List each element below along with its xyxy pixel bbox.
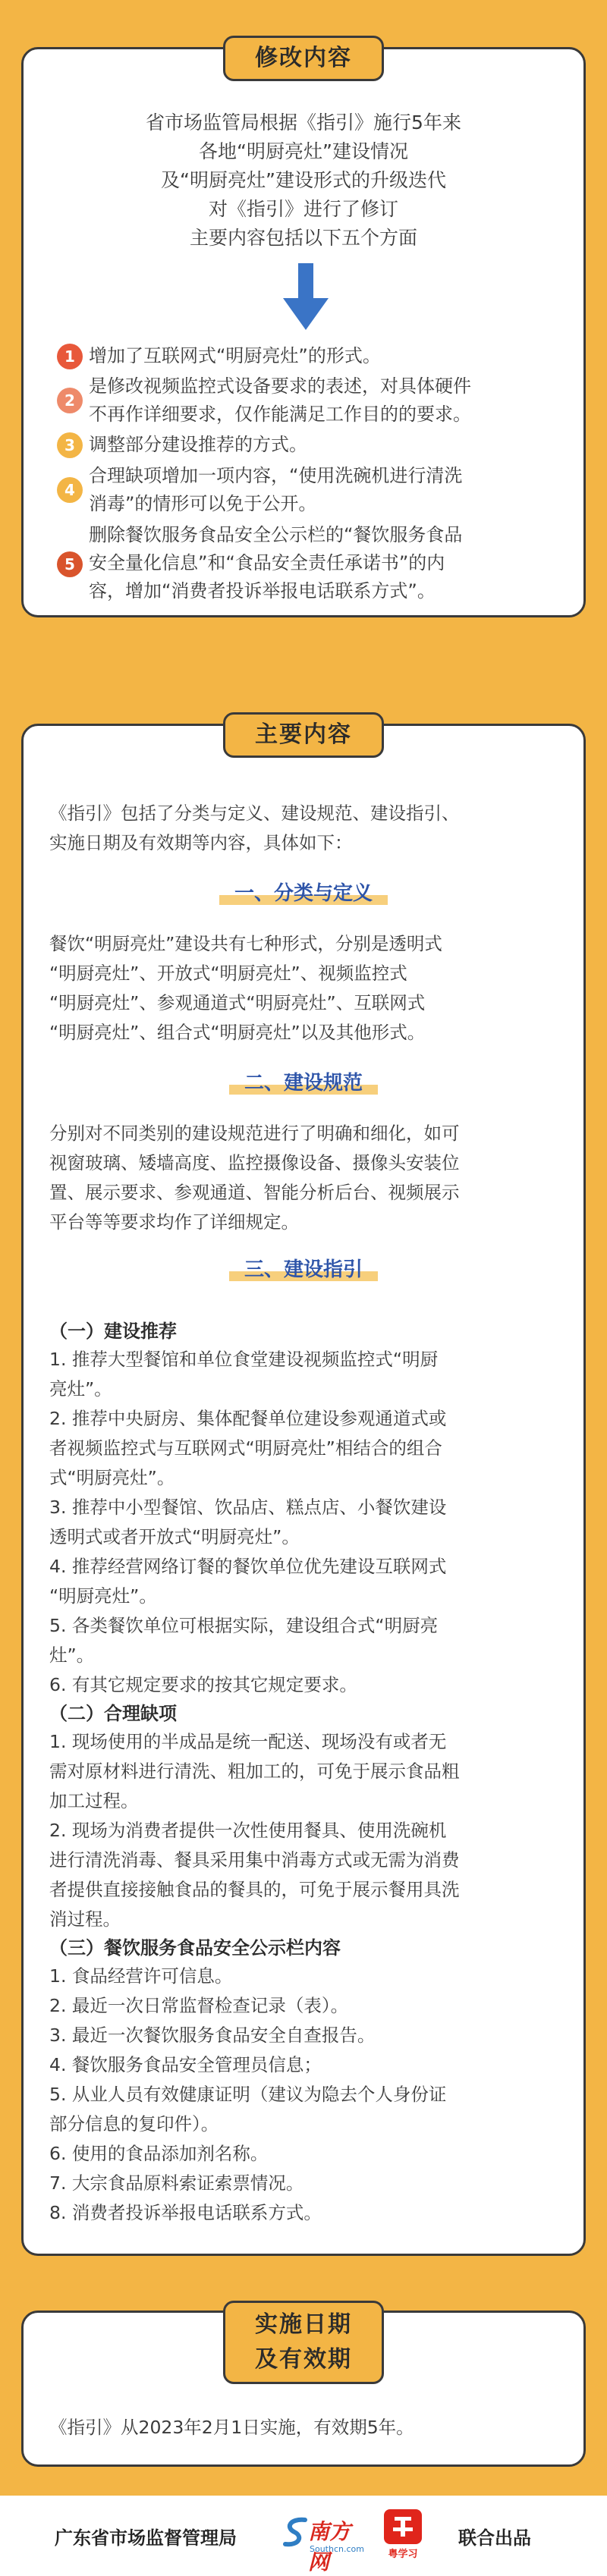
section-tab-effective-date: 实施日期 及有效期 [223,2301,384,2384]
number-badge: 3 [57,432,83,458]
footer-joint-production: 联合出品 [458,2527,531,2549]
wave-icon [282,2517,310,2547]
specification-paragraph: 分别对不同类别的建设规范进行了明确和细化，如可 视窗玻璃、矮墙高度、监控摄像设备、摄像头安装位 置、展示要求、参观通道、智能分析后台、视频展示 平台等等要求均作了详细规定。 [49,1123,460,1233]
footer-org: 广东省市场监督管理局 [55,2527,237,2549]
yuexuexi-badge-icon [384,2509,422,2544]
effective-date-text: 《指引》从2023年2月1日实施，有效期5年。 [49,2417,414,2438]
number-badge: 5 [57,551,83,577]
nanfang-logo: 南方网 Southcn.com [282,2512,370,2559]
section-tab-main-content: 主要内容 [223,712,384,758]
section-modifications: 修改内容 省市场监管局根据《指引》施行5年来 各地“明厨亮灶”建设情况 及“明厨亮灶”建设形式的升级迭代 对《指引》进行了修订 主要内容包括以下五个方面 1 增加了互联网式“明厨亮灶”的形式。 2 是修改视频监控式设备要求的表述，对具体硬件 不再作详细要求，仅作能满足工作目的的要求。 3 调整部分建设推荐的方式。 4 合理缺项增加一项内容，“使用洗碗机进行清洗 消毒”的情形可以免于公开。 5 删除餐饮服务食品安全公示栏的“餐饮服务食品 安全量化信息”和“食品安全责任承诺书”的内 容，增加“消费者投诉举报电话联系方式”。 [21,47,586,617]
intro-paragraph: 《指引》包括了分类与定义、建设规范、建设指引、 实施日期及有效期等内容，具体如下： [49,803,460,853]
yuexuexi-logo: 粤学习 [379,2509,426,2562]
guidance-content: （一）建设推荐 1. 推荐大型餐馆和单位食堂建设视频监控式“明厨 亮灶”。 2. 推荐中央厨房、集体配餐单位建设参观通道式或 者视频监控式与互联网式“明厨亮灶”相结合的组合 式“明厨亮灶”。 3. 推荐中小型餐馆、饮品店、糕点店、小餐饮建设 透明式或者开放式“明厨亮灶”。 4. 推荐经营网络订餐的餐饮单位优先建设互联网式 “明厨亮灶”。 5. 各类餐饮单位可根据实际，建设组合式“明厨亮 灶”。 6. 有其它规定要求的按其它规定要求。 （二）合理缺项 1. 现场使用的半成品是统一配送、现场没有或者无 需对原材料进行清洗、粗加工的，可免于展示食品粗 加工过程。 2. 现场为消费者提供一次性使用餐具、使用洗碗机 进行清洗消毒、餐具采用集中消毒方式或无需为消费 者提供直接接触食品的餐具的，可免于展示餐用具洗 消过程。 （三）餐饮服务食品安全公示栏内容 1. 食品经营许可信息。 2. 最近一次日常监督检查记录（表）。 3. 最近一次餐饮服务食品安全自查报告。 4. 餐饮服务食品安全管理员信息； 5. 从业人员有效健康证明（建议为隐去个人身份证 部分信息的复印件）。 6. 使用的食品添加剂名称。 7. 大宗食品原料索证索票情况。 8. 消费者投诉举报电话联系方式。 [49,1318,568,2228]
number-badge: 1 [57,344,83,369]
down-arrow-icon [283,263,329,330]
section-main-content [21,721,586,2256]
heading-classification: 一、分类与定义 [219,882,388,905]
classification-paragraph: 餐饮“明厨亮灶”建设共有七种形式，分别是透明式 “明厨亮灶”、开放式“明厨亮灶”、视频监控式 “明厨亮灶”、参观通道式“明厨亮灶”、互联网式 “明厨亮灶”、组合式“明厨亮灶”以及其他形式。 [49,933,442,1043]
intro-text: 省市场监管局根据《指引》施行5年来 各地“明厨亮灶”建设情况 及“明厨亮灶”建设形式的升级迭代 对《指引》进行了修订 主要内容包括以下五个方面 [146,112,461,249]
section-tab-modifications: 修改内容 [223,36,384,81]
heading-specification: 二、建设规范 [229,1072,378,1095]
number-badge: 4 [57,477,83,503]
subheading-bulletin-board: （三）餐饮服务食品安全公示栏内容 [49,1937,341,1959]
subheading-recommendation: （一）建设推荐 [49,1321,177,1342]
subheading-exemptions: （二）合理缺项 [49,1703,177,1724]
footer [0,2496,607,2576]
number-badge: 2 [57,388,83,413]
section-effective-date [21,2311,586,2467]
heading-guidance: 三、建设指引 [229,1258,378,1281]
